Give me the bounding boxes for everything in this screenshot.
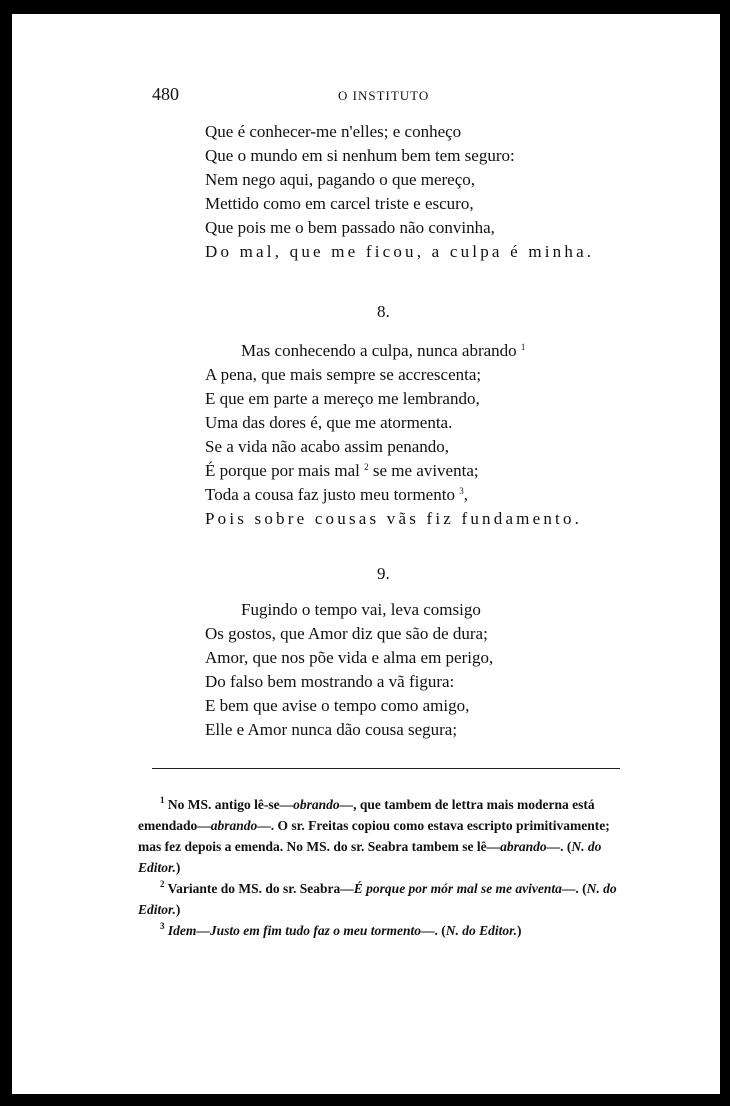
verse-line: Os gostos, que Amor diz que são de dura; (205, 624, 488, 643)
footnote-mark: 2 (160, 879, 165, 889)
footnote-mark: 1 (520, 342, 526, 352)
verse-line: E que em parte a mereço me lembrando, (205, 389, 480, 408)
verse-line: Elle e Amor nunca dão cousa segura; (205, 720, 458, 739)
stanza-number: 8. (377, 302, 390, 321)
verse-line: Nem nego aqui, pagando o que mereço, (205, 170, 476, 189)
verse-line: Que é conhecer-me n'elles; e conheço (205, 122, 462, 141)
page-header (12, 84, 720, 108)
stanza-continued (205, 120, 594, 264)
footnote-mark: 1 (160, 795, 165, 805)
verse-line: Amor, que nos põe vida e alma em perigo, (205, 648, 494, 667)
footnote-mark: 3 (459, 486, 464, 496)
verse-line: Mettido como em carcel triste e escuro, (205, 194, 474, 213)
book-page (12, 14, 720, 1094)
running-title: O INSTITUTO (338, 88, 430, 103)
stanza-number: 9. (377, 564, 390, 583)
footnote-mark: 2 (364, 462, 369, 472)
verse-line: Toda a cousa faz justo meu tormento $^3$, (205, 485, 468, 504)
footnotes (138, 794, 624, 941)
verse-line: Do falso bem mostrando a vã figura: (205, 672, 455, 691)
page-number: 480 (152, 84, 179, 104)
verse-line: Fugindo o tempo vai, leva comsigo (241, 600, 481, 619)
footnote-2: $^2$ Variante do MS. do sr. Seabra—É porque por mór mal se me aviventa—. (N. do Editor.) (138, 879, 617, 917)
stanza-8 (205, 339, 582, 531)
stanza-9 (205, 598, 493, 742)
footnote-mark: 3 (160, 921, 165, 931)
verse-line: Mas conhecendo a culpa, nunca abrando $^1$ (241, 341, 526, 360)
verse-line: Que pois me o bem passado não convinha, (205, 218, 495, 237)
verse-line: Do mal, que me ficou, a culpa é minha. (205, 242, 595, 261)
verse-line: Se a vida não acabo assim penando, (205, 437, 450, 456)
verse-line: A pena, que mais sempre se accrescenta; (205, 365, 482, 384)
verse-line: E bem que avise o tempo como amigo, (205, 696, 470, 715)
verse-line: Que o mundo em si nenhum bem tem seguro: (205, 146, 515, 165)
verse-line: Uma das dores é, que me atormenta. (205, 413, 453, 432)
footnote-rule (152, 768, 620, 769)
footnote-3: $^3$ Idem—Justo em fim tudo faz o meu tormento—. (N. do Editor.) (160, 921, 522, 938)
verse-line: É porque por mais mal $^2$ se me aviventa; (205, 461, 479, 480)
verse-line: Pois sobre cousas vãs fiz fundamento. (205, 509, 583, 528)
footnote-1: $^1$ No MS. antigo lê-se—obrando—, que tambem de lettra mais moderna está emendado—abrando—. O sr. Freitas copiou como estava escripto primitivamente; mas fez depois a emenda. No MS. do sr. Seabra tambem se lê—abrando—. (N. do Editor.) (138, 795, 610, 875)
